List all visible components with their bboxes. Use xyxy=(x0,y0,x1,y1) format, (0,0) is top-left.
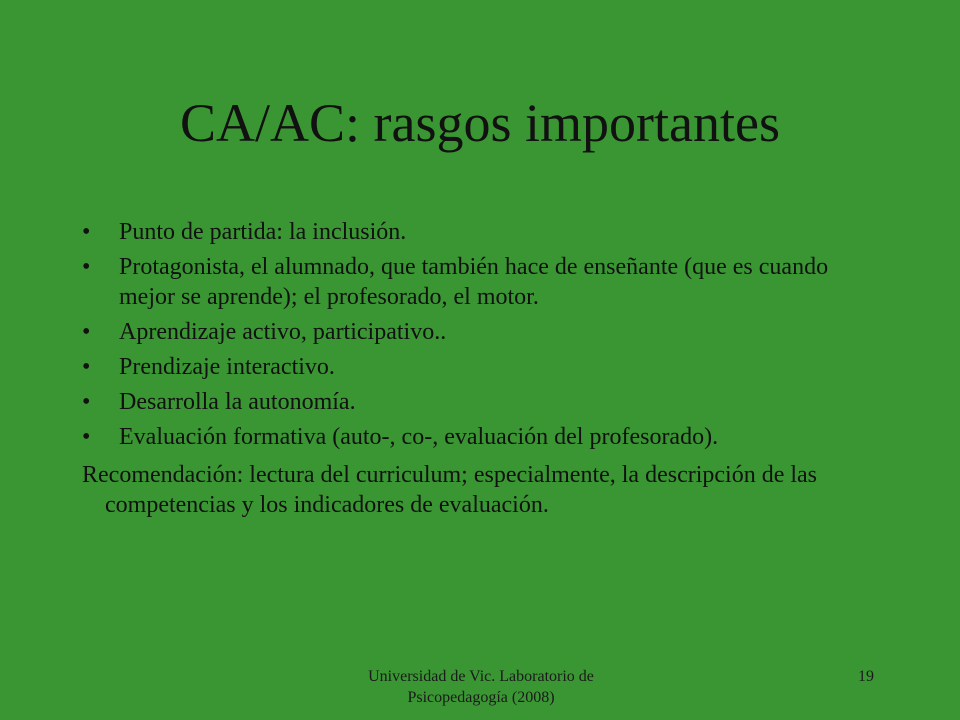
bullet-dot-icon: • xyxy=(82,219,91,245)
slide-content xyxy=(82,217,882,520)
bullet-item xyxy=(82,217,882,247)
bullet-text: Desarrolla la autonomía. xyxy=(119,389,356,415)
bullet-text: Aprendizaje activo, participativo.. xyxy=(119,319,447,345)
recommendation-text: Recomendación: lectura del curriculum; especialmente, la descripción de las competencias y los indicadores de evaluación. xyxy=(82,462,818,518)
bullet-item xyxy=(82,352,882,382)
bullet-dot-icon: • xyxy=(82,424,91,450)
bullet-text: Protagonista, el alumnado, que también hace de enseñante (que es cuando mejor se aprende); el profesorado, el motor. xyxy=(119,254,829,310)
bullet-item xyxy=(82,317,882,347)
footer-source xyxy=(336,666,626,708)
bullet-dot-icon: • xyxy=(82,254,91,280)
bullet-dot-icon: • xyxy=(82,319,91,345)
bullet-text: Punto de partida: la inclusión. xyxy=(119,219,407,245)
bullet-dot-icon: • xyxy=(82,354,91,380)
bullet-item xyxy=(82,252,882,312)
footer-source-line2: Psicopedagogía (2008) xyxy=(407,689,555,706)
footer-source-line1: Universidad de Vic. Laboratorio de xyxy=(368,668,594,685)
bullet-text: Evaluación formativa (auto-, co-, evaluación del profesorado). xyxy=(119,424,719,450)
bullet-item xyxy=(82,422,882,452)
bullet-item xyxy=(82,387,882,417)
page-number: 19 xyxy=(858,668,874,685)
bullet-dot-icon: • xyxy=(82,389,91,415)
slide-title: CA/AC: rasgos importantes xyxy=(180,93,780,153)
bullet-text: Prendizaje interactivo. xyxy=(119,354,335,380)
bullet-list xyxy=(82,217,882,452)
